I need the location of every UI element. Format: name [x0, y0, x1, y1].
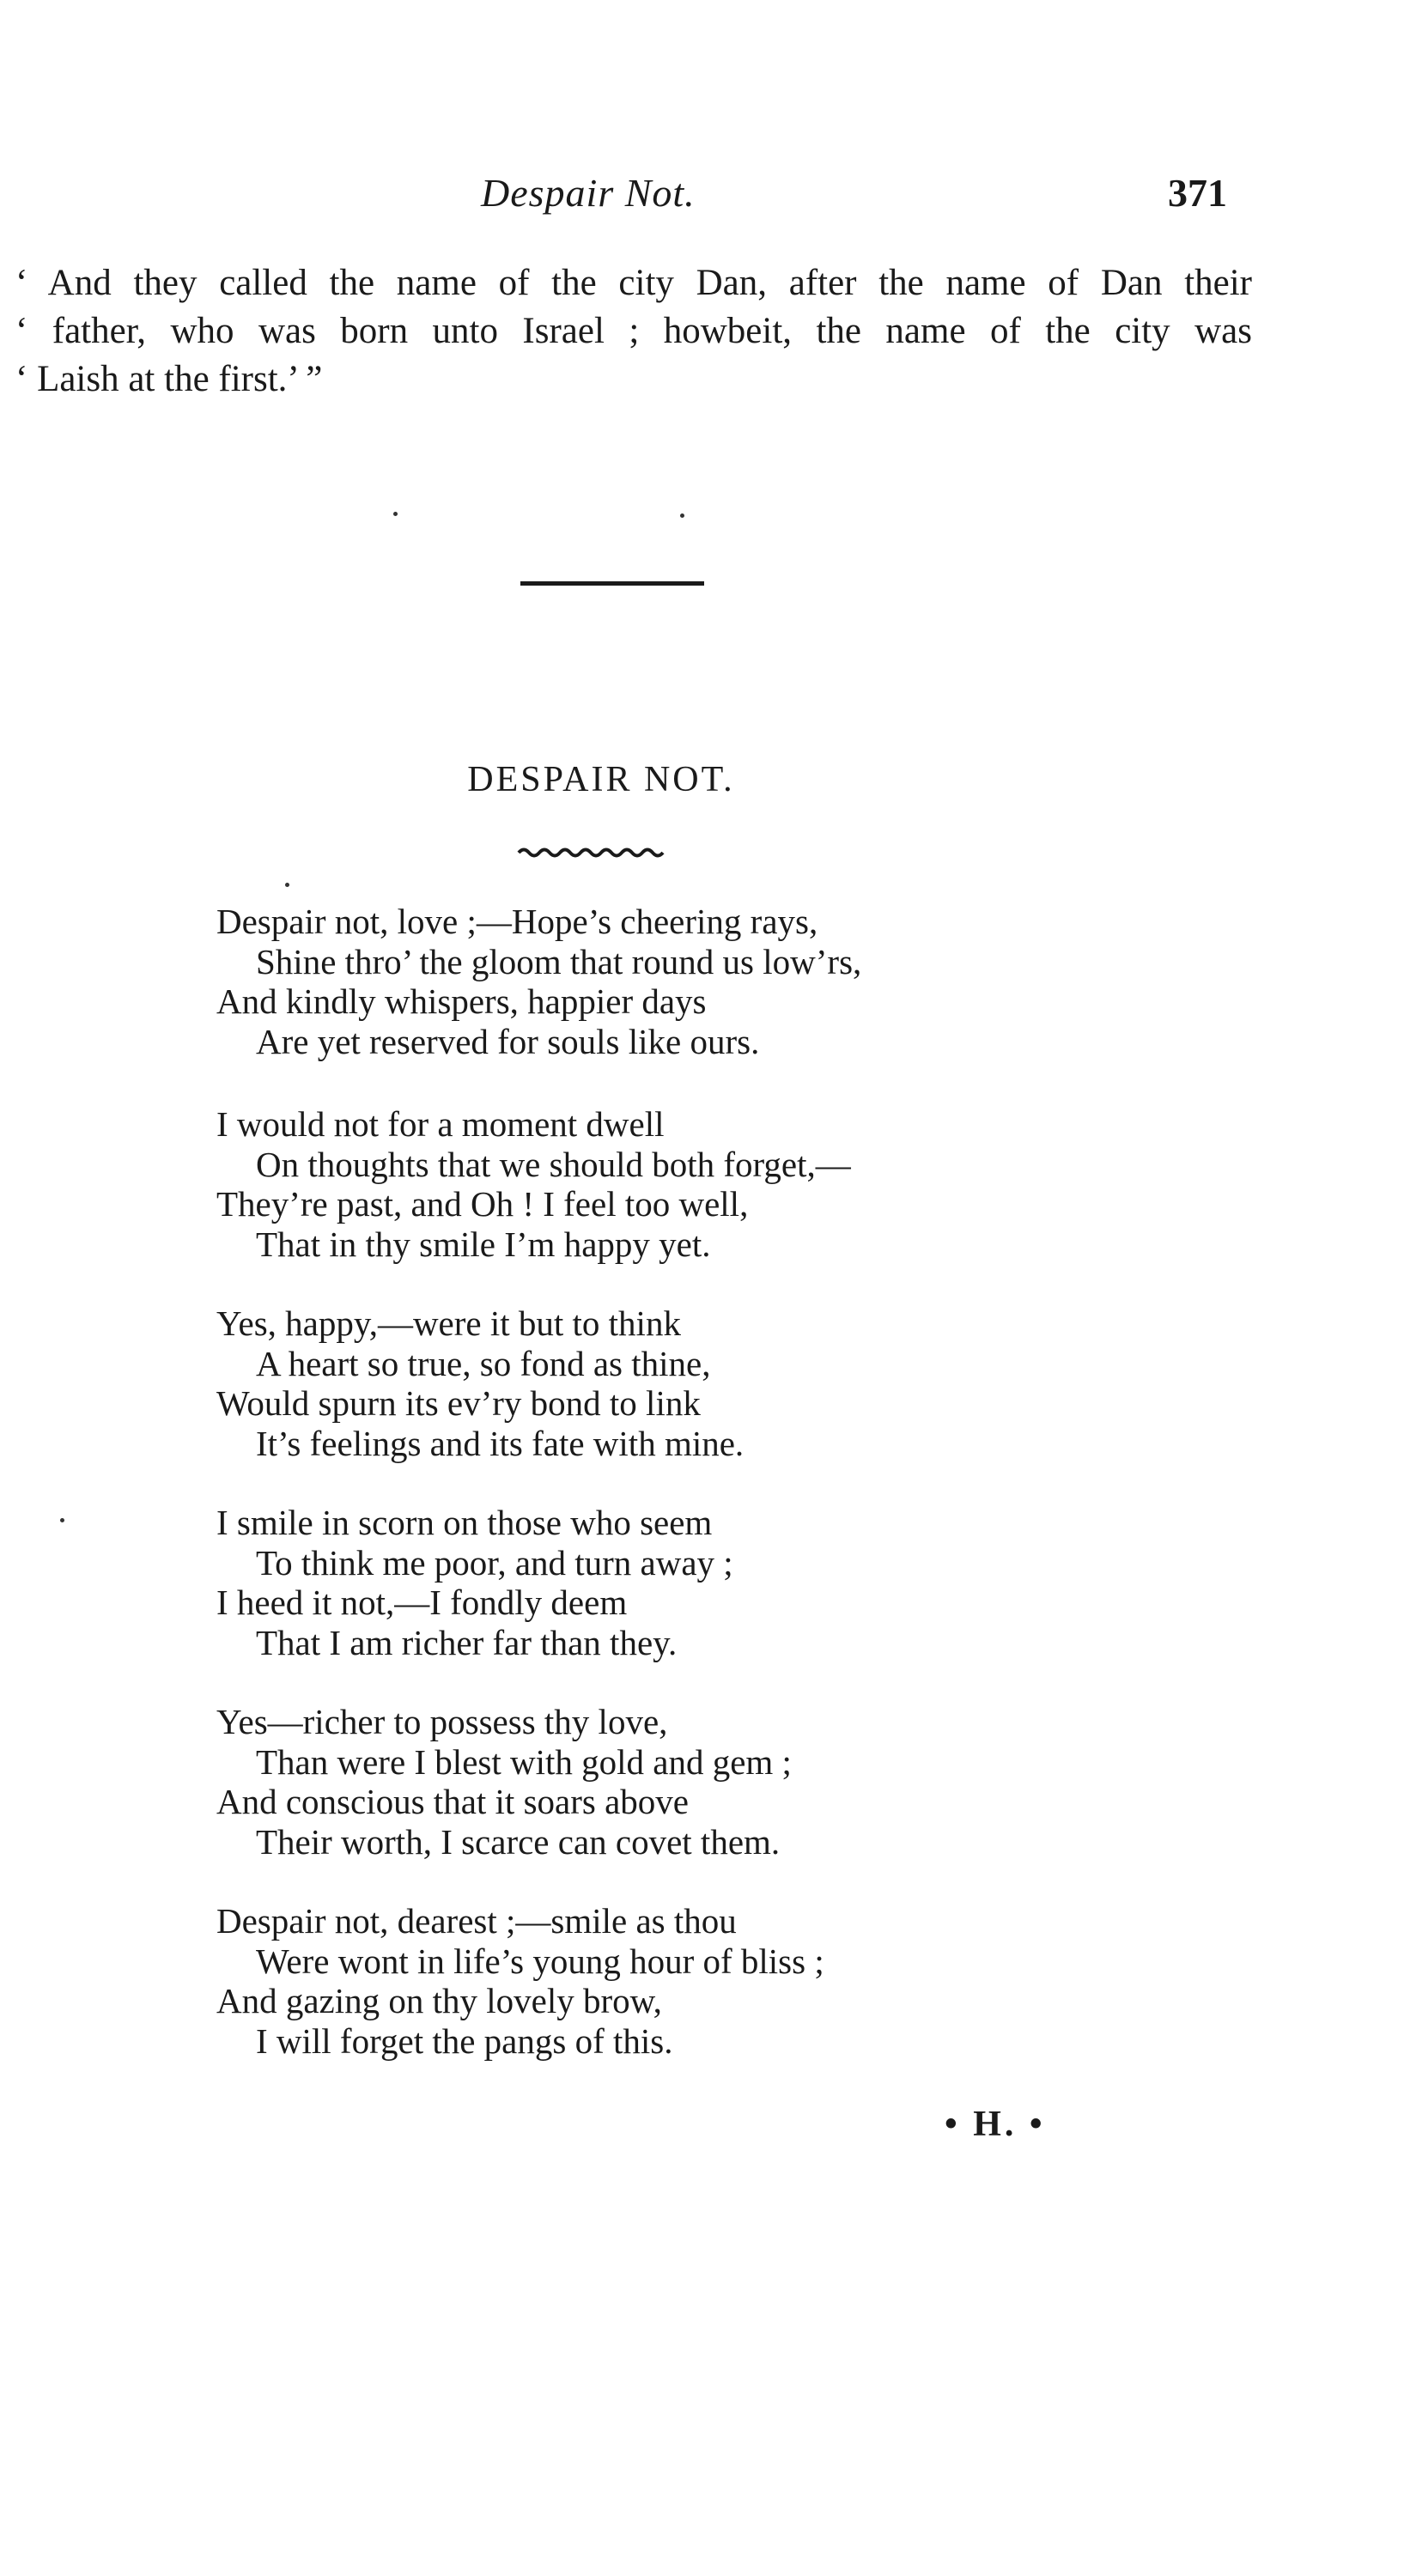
running-head: [0, 170, 1404, 222]
verse-line: Would spurn its ev’ry bond to link: [216, 1383, 701, 1423]
verse-line: That in thy smile I’m happy yet.: [256, 1224, 711, 1264]
verse-line: Yes, happy,—were it but to think: [216, 1303, 681, 1343]
ink-speck: [60, 1518, 64, 1522]
verse-line: Yes—richer to possess thy love,: [216, 1702, 668, 1741]
verse-line: On thoughts that we should both forget,—: [256, 1144, 851, 1184]
ink-speck: [680, 513, 684, 518]
prose-line: ‘ Laish at the first.’ ”: [15, 359, 323, 399]
author-signature: • H. •: [945, 2105, 1046, 2144]
poem-stanza: [216, 1702, 792, 1862]
section-divider-rule: [520, 581, 704, 586]
prose-line: ‘ father, who was born unto Israel ; howbeit, the name of the city was: [15, 311, 1252, 351]
poem-title: DESPAIR NOT.: [467, 760, 735, 799]
verse-line: I heed it not,—I fondly deem: [216, 1583, 628, 1622]
ink-speck: [285, 883, 289, 887]
prose-line: ‘ And they called the name of the city Dan, after the name of Dan their: [15, 263, 1252, 303]
verse-line: That I am richer far than they.: [256, 1622, 678, 1662]
verse-line: I smile in scorn on those who seem: [216, 1503, 713, 1542]
poem-stanza: [216, 1901, 824, 2061]
verse-line: A heart so true, so fond as thine,: [256, 1343, 711, 1383]
wavy-ornament: [517, 845, 665, 860]
verse-line: Despair not, dearest ;—smile as thou: [216, 1901, 737, 1941]
poem-stanza: [216, 1503, 733, 1662]
verse-line: It’s feelings and its fate with mine.: [256, 1423, 745, 1463]
verse-line: To think me poor, and turn away ;: [256, 1542, 733, 1583]
page-number: 371: [1168, 171, 1227, 215]
poem-stanza: [216, 902, 861, 1061]
verse-line: And kindly whispers, happier days: [216, 981, 707, 1021]
verse-line: Were wont in life’s young hour of bliss ;: [256, 1941, 824, 1981]
verse-line: Are yet reserved for souls like ours.: [256, 1021, 760, 1061]
verse-line: Than were I blest with gold and gem ;: [256, 1741, 792, 1782]
poem-stanza: [216, 1104, 851, 1264]
verse-line: Their worth, I scarce can covet them.: [256, 1821, 781, 1862]
verse-line: And gazing on thy lovely brow,: [216, 1981, 662, 2020]
verse-line: Shine thro’ the gloom that round us low’rs,: [256, 941, 862, 981]
poem-stanza: [216, 1303, 744, 1463]
ink-speck: [393, 512, 398, 516]
verse-line: I would not for a moment dwell: [216, 1104, 665, 1144]
verse-line: Despair not, love ;—Hope’s cheering rays,: [216, 902, 818, 941]
prose-paragraph: [15, 259, 1252, 404]
verse-line: And conscious that it soars above: [216, 1782, 689, 1821]
running-title: Despair Not.: [481, 171, 696, 215]
verse-line: They’re past, and Oh ! I feel too well,: [216, 1184, 749, 1224]
verse-line: I will forget the pangs of this.: [256, 2020, 673, 2061]
